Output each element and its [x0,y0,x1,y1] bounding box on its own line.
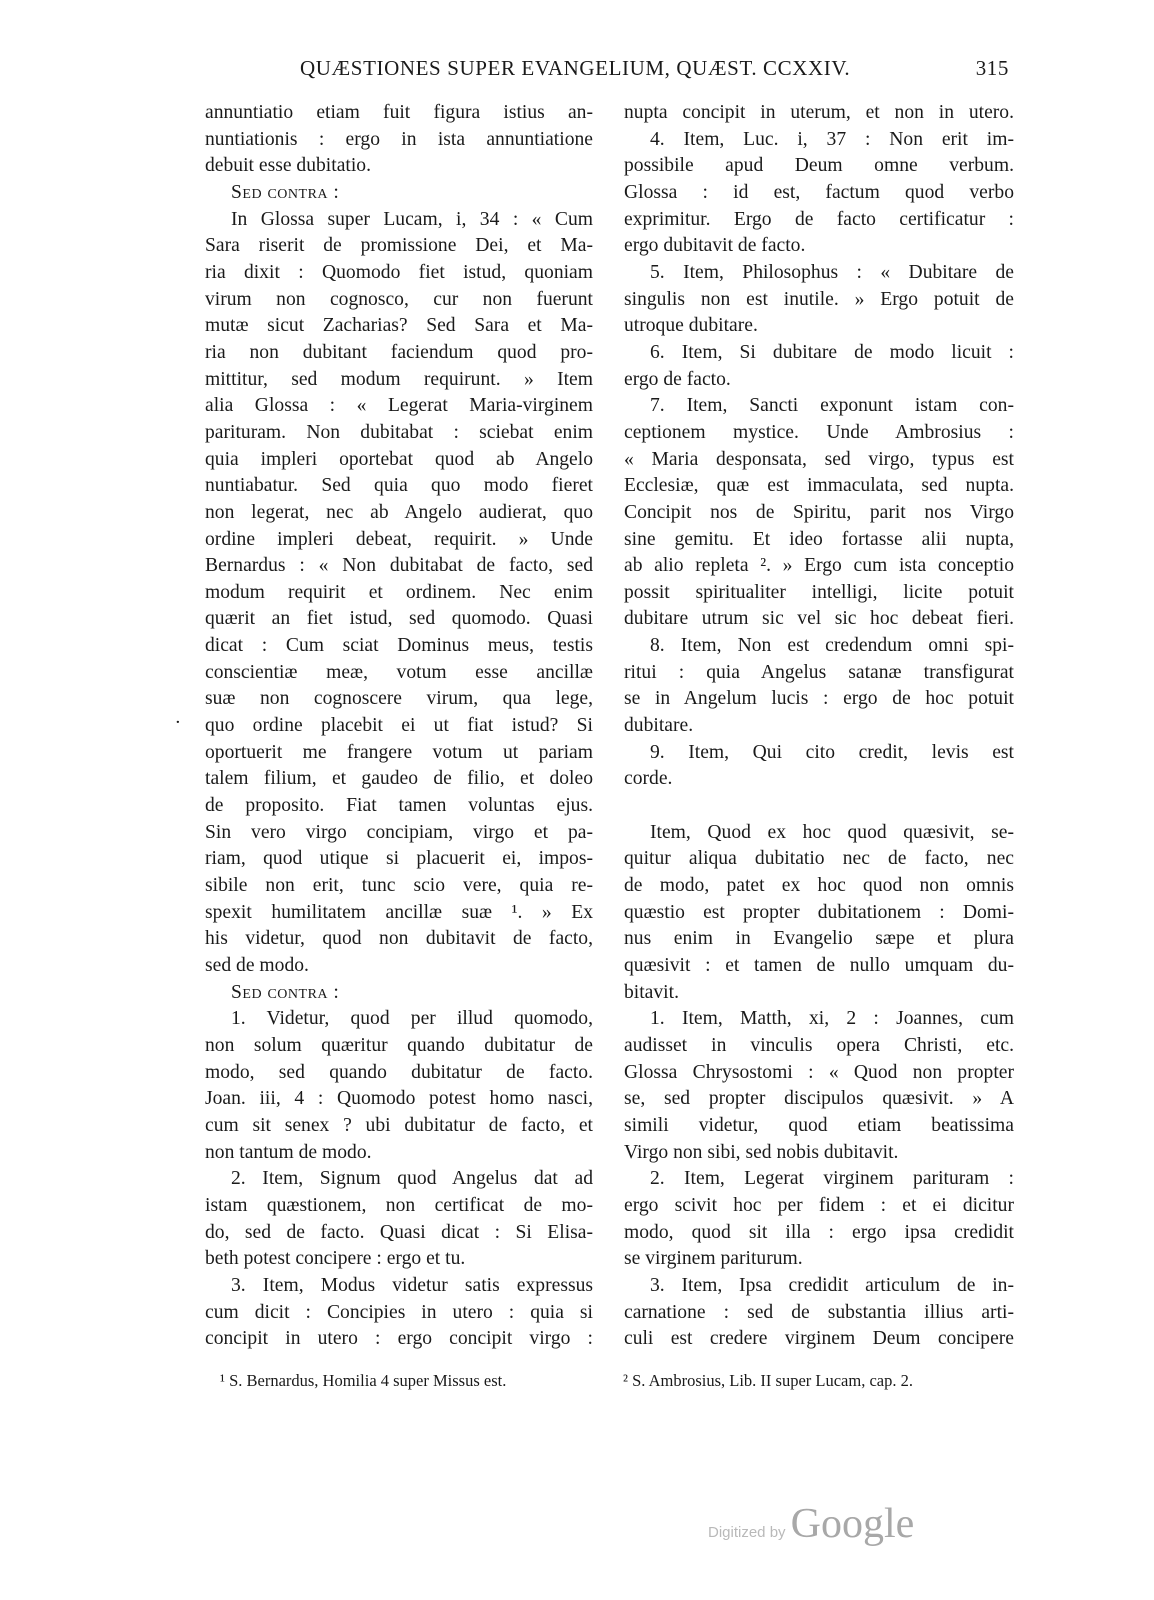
left-column-line: ria non dubitant faciendum quod pro- [205,341,593,363]
left-column-line: Joan. iii, 4 : Quomodo potest homo nasci, [205,1088,593,1110]
right-column-line: 3. Item, Ipsa credidit articulum de in- [650,1274,1014,1296]
margin-dot: · [175,712,181,733]
right-column-line: carnatione : sed de substantia illius arti- [624,1301,1014,1323]
right-column-line: 1. Item, Matth, xi, 2 : Joannes, cum [650,1008,1014,1030]
left-column-line: mutæ sicut Zacharias? Sed Sara et Ma- [205,315,593,337]
right-column-line [624,793,1014,820]
left-column-line: quærit an fiet istud, sed quomodo. Quasi [205,608,593,630]
right-column-line: 6. Item, Si dubitare de modo licuit : [650,341,1014,363]
left-column-line: sibile non erit, tunc scio vere, quia re- [205,875,593,897]
left-column-line: beth potest concipere : ergo et tu. [205,1248,466,1270]
right-column-line: ergo de facto. [624,368,731,390]
right-column-line: dubitare utrum sic vel sic hoc debeat fieri. [624,608,1014,630]
running-header [205,56,1015,86]
left-column-line: oportuerit me frangere votum ut pariam [205,741,593,763]
right-column-line: quitur aliqua dubitatio nec de facto, nec [624,848,1014,870]
google-logo: Google [790,1501,915,1547]
footnote-2: ² S. Ambrosius, Lib. II super Lucam, cap. 2. [623,1371,913,1390]
left-column-line: non tantum de modo. [205,1141,372,1163]
left-column-line: quia impleri oportebat quod ab Angelo [205,448,593,470]
left-column-line: non solum quæritur quando dubitatur de [205,1034,593,1056]
left-column-line: his videtur, quod non dubitavit de facto, [205,928,593,950]
left-column-line: annuntiatio etiam fuit figura istius an- [205,102,593,123]
right-column-line: Glossa : id est, factum quod verbo [624,181,1014,203]
left-column-line: virum non cognosco, cur non fuerunt [205,288,593,310]
left-column-line: cum dicit : Concipies in utero : quia si [205,1301,593,1323]
left-column-line: nuntiabatur. Sed quia quo modo fieret [205,475,593,497]
right-column-line: sine gemitu. Et ideo fortasse alii nupta, [624,528,1014,550]
right-column-line: possibile apud Deum omne verbum. [624,155,1014,177]
right-column-line: culi est credere virginem Deum concipere [624,1328,1014,1350]
left-column-line: de proposito. Fiat tamen voluntas ejus. [205,795,593,817]
left-column-line: riam, quod utique si placuerit ei, impos- [205,848,593,870]
left-column-line: spexit humilitatem ancillæ suæ ¹. » Ex [205,901,593,923]
right-column-line: audisset in vinculis opera Christi, etc. [624,1034,1014,1056]
right-column-line: 5. Item, Philosophus : « Dubitare de [650,261,1014,283]
left-column-line: quo ordine placebit ei ut fiat istud? Si [205,715,593,737]
right-column-line: ergo dubitavit de facto. [624,235,806,257]
right-column-line: nus enim in Evangelio sæpe et plura [624,928,1014,950]
right-column-line: quæstio est propter dubitationem : Domi- [624,901,1014,923]
right-column-line: 9. Item, Qui cito credit, levis est [650,741,1014,763]
left-column-line: suæ non cognoscere virum, qua lege, [205,688,593,710]
left-column-line: modo, sed quando dubitatur de facto. [205,1061,593,1083]
right-column-line: se in Angelum lucis : ergo de hoc potuit [624,688,1014,710]
left-column-line: concipit in utero : ergo concipit virgo : [205,1328,593,1350]
right-column-line: 2. Item, Legerat virginem parituram : [650,1168,1014,1190]
right-column-line: nupta concipit in uterum, et non in utero. [624,102,1014,123]
right-column-line: 7. Item, Sancti exponunt istam con- [650,395,1014,417]
right-column-line: Item, Quod ex hoc quod quæsivit, se- [650,821,1014,843]
left-column-line: debuit esse dubitatio. [205,155,371,177]
right-column-line: Concipit nos de Spiritu, parit nos Virgo [624,501,1014,523]
running-title: QUÆSTIONES SUPER EVANGELIUM, QUÆST. CCXXIV. [300,56,851,80]
left-column-line: talem filium, et gaudeo de filio, et doleo [205,768,593,790]
right-column-line: ritui : quia Angelus satanæ transfigurat [624,661,1014,683]
right-column-line: 8. Item, Non est credendum omni spi- [650,635,1014,657]
right-text-column [624,100,1014,1353]
footnote-1: ¹ S. Bernardus, Homilia 4 super Missus est. [220,1371,507,1390]
left-column-line: do, sed de facto. Quasi dicat : Si Elisa- [205,1221,593,1243]
left-column-line: 3. Item, Modus videtur satis expressus [231,1274,593,1296]
left-column-line: ria dixit : Quomodo fiet istud, quoniam [205,261,593,283]
right-column-line: singulis non est inutile. » Ergo potuit de [624,288,1014,310]
right-column-line: quæsivit : et tamen de nullo umquam du- [624,954,1014,976]
right-column-line: Glossa Chrysostomi : « Quod non propter [624,1061,1014,1083]
left-column-line: modum requirit et ordinem. Nec enim [205,581,593,603]
right-column-line: ergo scivit hoc per fidem : et ei dicitur [624,1194,1014,1216]
left-text-column [205,100,593,1353]
right-column-line: ceptionem mystice. Unde Ambrosius : [624,421,1014,443]
right-column-line: possit spiritualiter intelligi, licite potuit [624,581,1014,603]
left-column-line: conscientiæ meæ, votum esse ancillæ [205,661,593,683]
right-column-line: de modo, patet ex hoc quod non omnis [624,875,1014,897]
right-column-line: Virgo non sibi, sed nobis dubitavit. [624,1141,899,1163]
left-column-line: alia Glossa : « Legerat Maria-virginem [205,395,593,417]
left-column-line: istam quæstionem, non certificat de mo- [205,1194,593,1216]
right-column-line: utroque dubitare. [624,315,758,337]
left-column-line: Bernardus : « Non dubitabat de facto, sed [205,555,593,577]
left-column-line: cum sit senex ? ubi dubitatur de facto, et [205,1114,593,1136]
left-column-line: Sed contra : [231,981,340,1003]
right-column-line: dubitare. [624,715,694,737]
right-column-line: ab alio repleta ². » Ergo cum ista conceptio [624,555,1014,577]
left-column-line: dicat : Cum sciat Dominus meus, testis [205,635,593,657]
left-column-line: In Glossa super Lucam, i, 34 : « Cum [231,208,593,230]
left-column-line: parituram. Non dubitabat : sciebat enim [205,421,593,443]
digitized-by-google-watermark [708,1500,938,1548]
left-column-line: nuntiationis : ergo in ista annuntiatione [205,128,593,150]
right-column-line: se, sed propter discipulos quæsivit. » A [624,1088,1014,1110]
left-column-line: mittitur, sed modum requirunt. » Item [205,368,593,390]
watermark-text: Digitized by [708,1524,786,1541]
right-column-line: simili videtur, quod etiam beatissima [624,1114,1014,1136]
right-column-line: se virginem pariturum. [624,1248,803,1270]
left-column-line: Sin vero virgo concipiam, virgo et pa- [205,821,593,843]
right-column-line: 4. Item, Luc. i, 37 : Non erit im- [650,128,1014,150]
left-column-line: Sed contra : [231,181,340,203]
left-column-line: Sara riserit de promissione Dei, et Ma- [205,235,593,257]
right-column-line: « Maria desponsata, sed virgo, typus est [624,448,1014,470]
left-column-line: 2. Item, Signum quod Angelus dat ad [231,1168,593,1190]
left-column-line: ordine impleri debeat, requirit. » Unde [205,528,593,550]
left-column-line: 1. Videtur, quod per illud quomodo, [231,1008,593,1030]
page-number: 315 [975,56,1009,80]
left-column-line: non legerat, nec ab Angelo audierat, quo [205,501,593,523]
right-column-line: modo, quod sit illa : ergo ipsa credidit [624,1221,1014,1243]
left-column-line: sed de modo. [205,955,309,976]
right-column-line: exprimitur. Ergo de facto certificatur : [624,208,1014,230]
right-column-line: corde. [624,768,673,790]
right-column-line: bitavit. [624,981,679,1003]
right-column-line: Ecclesiæ, quæ est immaculata, sed nupta. [624,475,1014,497]
